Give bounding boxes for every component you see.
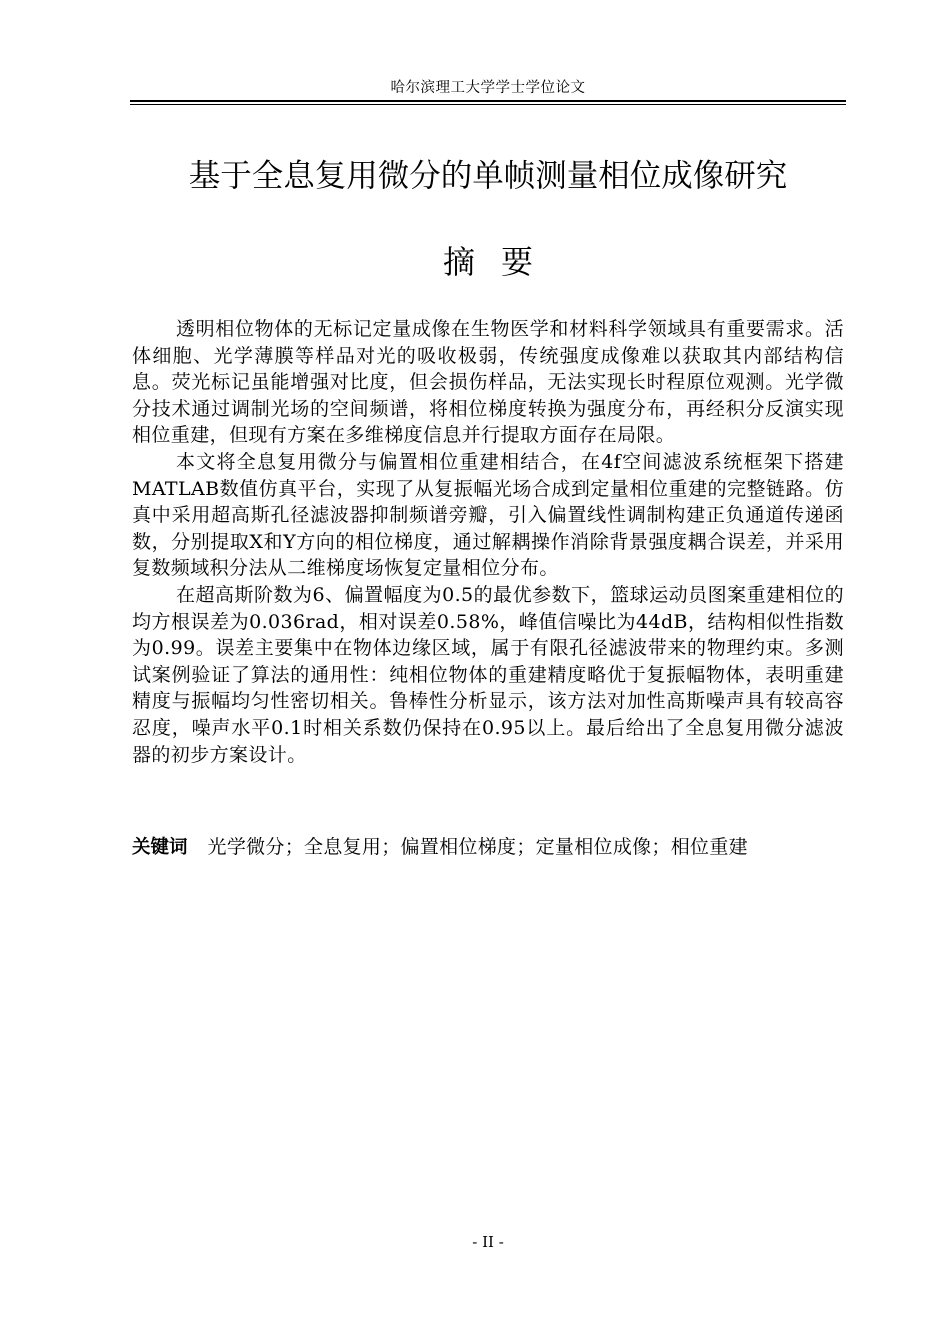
running-header: 哈尔滨理工大学学士学位论文 xyxy=(390,80,586,96)
abstract-heading: 摘要 xyxy=(442,243,559,281)
keywords-label: 关键词 xyxy=(132,837,188,858)
thesis-title: 基于全息复用微分的单帧测量相位成像研究 xyxy=(188,158,788,194)
page-number: - II - xyxy=(472,1233,504,1251)
keywords-list: 光学微分；全息复用；偏置相位梯度；定量相位成像；相位重建 xyxy=(207,836,748,858)
keywords-line xyxy=(132,834,862,861)
abstract-body xyxy=(132,316,844,768)
header-rule-thin xyxy=(130,104,846,105)
abstract-paragraph-1: 透明相位物体的无标记定量成像在生物医学和材料科学领域具有重要需求。活体细胞、光学薄膜等样品对光的吸收极弱，传统强度成像难以获取其内部结构信息。荧光标记虽能增强对比度，但会损伤样品，无法实现长时程原位观测。光学微分技术通过调制光场的空间频谱，将相位梯度转换为强度分布，再经积分反演实现相位重建，但现有方案在多维梯度信息并行提取方面存在局限。 xyxy=(132,318,844,447)
header-rule-thick xyxy=(130,100,846,102)
abstract-paragraph-2: 本文将全息复用微分与偏置相位重建相结合，在4f空间滤波系统框架下搭建MATLAB数值仿真平台，实现了从复振幅光场合成到定量相位重建的完整链路。仿真中采用超高斯孔径滤波器抑制频谱旁瓣，引入偏置线性调制构建正负通道传递函数，分别提取X和Y方向的相位梯度，通过解耦操作消除背景强度耦合误差，并采用复数频域积分法从二维梯度场恢复定量相位分布。 xyxy=(132,450,844,580)
abstract-paragraph-3: 在超高斯阶数为6、偏置幅度为0.5的最优参数下，篮球运动员图案重建相位的均方根误差为0.036rad，相对误差0.58%，峰值信噪比为44dB，结构相似性指数为0.99。误差主要集中在物体边缘区域，属于有限孔径滤波带来的物理约束。多测试案例验证了算法的通用性：纯相位物体的重建精度略优于复振幅物体，表明重建精度与振幅均匀性密切相关。鲁棒性分析显示，该方法对加性高斯噪声具有较高容忍度，噪声水平0.1时相关系数仍保持在0.95以上。最后给出了全息复用微分滤波器的初步方案设计。 xyxy=(132,583,844,766)
